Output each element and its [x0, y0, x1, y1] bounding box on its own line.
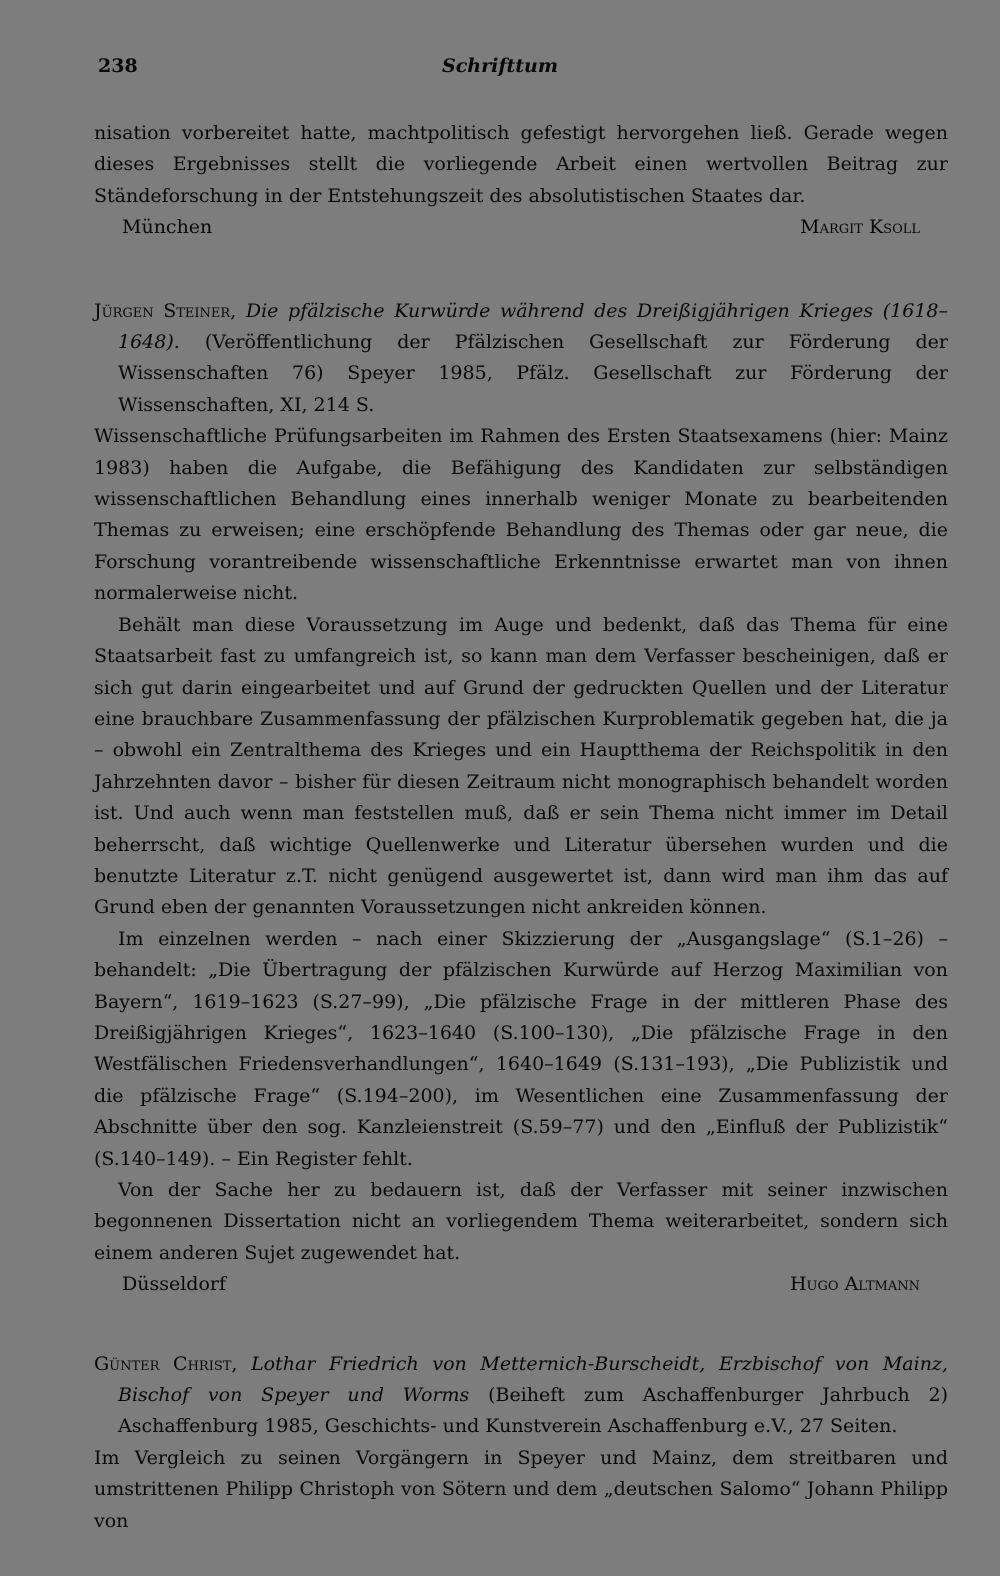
- review3-author: Günter Christ,: [94, 1352, 238, 1375]
- review2-paragraph-1: Wissenschaftliche Prüfungsarbeiten im Rahmen des Ersten Staatsexamens (hier: Mainz 1983) haben die Aufgabe, die Befähigung des Kandidaten zur selbständigen wissenschaftlichen Behandlung eines innerhalb weniger Monate zu bearbeitenden Themas zu erweisen; eine erschöpfende Behandlung des Themas oder gar neue, die Forschung vorantreibende wissenschaftliche Erkenntnisse erwartet man von ihnen normalerweise nicht.: [94, 425, 948, 605]
- review2-author: Jürgen Steiner,: [94, 299, 237, 322]
- review2-signature: [94, 1269, 948, 1300]
- section-gap: [94, 244, 948, 296]
- review1-tail: nisation vorbereitet hatte, machtpolitisch gefestigt hervorgehen ließ. Gerade wegen dieses Ergebnisses stellt die vorliegende Arbeit einen wertvollen Beitrag zur Ständeforschung in der Entstehungszeit des absolutistischen Staates dar.: [94, 122, 948, 207]
- review1-place: München: [122, 216, 213, 239]
- review2-paragraph-3: Im einzelnen werden – nach einer Skizzierung der „Ausgangslage“ (S.1–26) – behandelt: „Die Übertragung der pfälzischen Kurwürde auf Herzog Maximilian von Bayern“, 1619–1623 (S.27–99), „Die pfälzische Frage in der mittleren Phase des Dreißigjährigen Krieges“, 1623–1640 (S.100–130), „Die pfälzische Frage in den Westfälischen Friedensverhandlungen“, 1640–1649 (S.131–193), „Die Publizistik und die pfälzische Frage“ (S.194–200), im Wesentlichen eine Zusammenfassung der Abschnitte über den sog. Kanzleienstreit (S.59–77) und den „Einfluß der Publizistik“ (S.140–149). – Ein Register fehlt.: [94, 927, 948, 1170]
- review1-signature: [94, 212, 948, 243]
- review2-paragraph-2: Behält man diese Voraussetzung im Auge und bedenkt, daß das Thema für eine Staatsarbeit fast zu umfangreich ist, so kann man dem Verfasser bescheinigen, daß er sich gut darin eingearbeitet und auf Grund der gedruckten Quellen und der Literatur eine brauchbare Zusammenfassung der pfälzischen Kurproblematik gegeben hat, die ja – obwohl ein Zentralthema des Krieges und ein Hauptthema der Reichspolitik in den Jahrzehnten davor – bisher für diesen Zeitraum nicht monographisch behandelt worden ist. Und auch wenn man feststellen muß, daß er sein Thema nicht immer im Detail beherrscht, daß wichtige Quellenwerke und Literatur übersehen wurden und die benutzte Literatur z.T. nicht genügend ausgewertet ist, dann wird man ihm das auf Grund eben der genannten Voraussetzungen nicht ankreiden können.: [94, 613, 948, 919]
- review2-place: Düsseldorf: [122, 1273, 227, 1296]
- review3-title: Lothar Friedrich von Metternich-Burscheidt, Erzbischof von Mainz, Bischof von Speyer und Worms: [118, 1352, 948, 1407]
- section-gap: [94, 1301, 948, 1349]
- page-body: [94, 118, 948, 1537]
- review2-title: Die pfälzische Kurwürde während des Dreißigjährigen Krieges (1618–1648).: [118, 299, 948, 354]
- review3-citation: [94, 1349, 948, 1443]
- page-number: 238: [98, 55, 138, 77]
- review1-reviewer: Margit Ksoll: [800, 216, 920, 239]
- review3-biblio: (Beiheft zum Aschaffenburger Jahrbuch 2) Aschaffenburg 1985, Geschichts- und Kunstverein Aschaffenburg e.V., 27 Seiten.: [118, 1384, 948, 1438]
- review3-paragraph-1: Im Vergleich zu seinen Vorgängern in Speyer und Mainz, dem streitbaren und umstrittenen Philipp Christoph von Sötern und dem „deutschen Salomo“ Johann Philipp von: [94, 1446, 948, 1532]
- review2-biblio: (Veröffentlichung der Pfälzischen Gesellschaft zur Förderung der Wissenschaften 76) Speyer 1985, Pfälz. Gesellschaft zur Förderung der Wissenschaften, XI, 214 S.: [118, 331, 948, 416]
- running-title: Schrifttum: [442, 55, 558, 77]
- review2-reviewer: Hugo Altmann: [789, 1273, 920, 1296]
- review2-citation: [94, 296, 948, 422]
- review2-paragraph-4: Von der Sache her zu bedauern ist, daß der Verfasser mit seiner inzwischen begonnenen Dissertation nicht an vorliegendem Thema weiterarbeitet, sondern sich einem anderen Sujet zugewendet hat.: [94, 1179, 948, 1264]
